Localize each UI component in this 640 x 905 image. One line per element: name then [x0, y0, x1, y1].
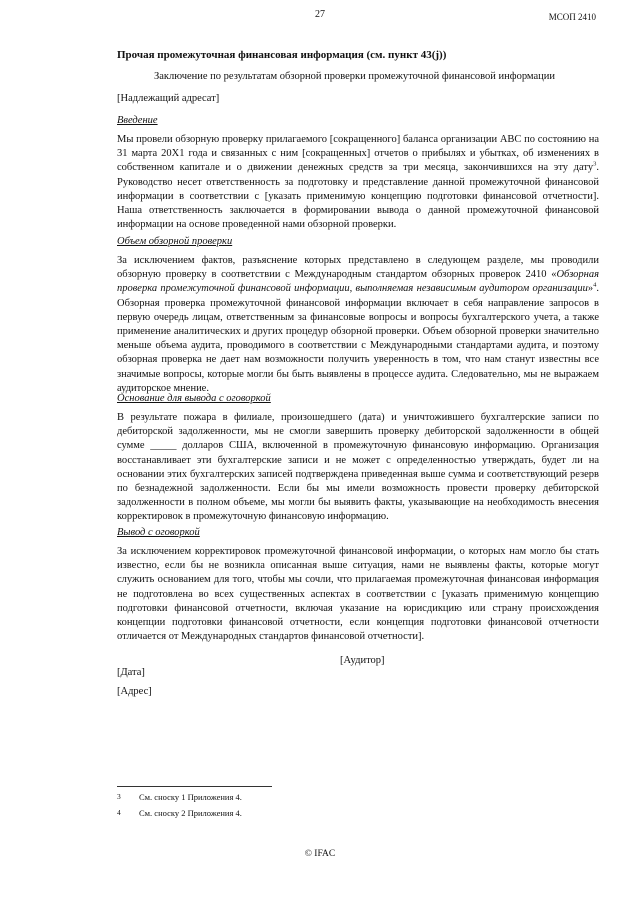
- footnote-ref-4: 4: [593, 281, 597, 289]
- paragraph-basis: В результате пожара в филиале, произошедшего (дата) и уничтожившего бухгалтерские записи по дебиторской задолженности, мы не смогли завершить проверку дебиторской задолженности в общей сумме _____ долларов США, включенной в промежуточную финансовую информацию. Организация восстанавливает эти бухгалтерские записи и не может с определенностью утверждать, будет ли на основании этих бухгалтерских записей подтверждена приведенная выше сумма и соответствующий резерв по безнадежной задолженности. Если бы мы имели возможность провести проверку дебиторской задолженности в полном объеме, мы могли бы выявить факты, указывающие на необходимость внесения корректировок в промежуточную финансовую информацию.: [117, 412, 599, 523]
- section-title: Прочая промежуточная финансовая информация (см. пункт 43(j)): [117, 49, 447, 61]
- addressee: [Надлежащий адресат]: [117, 93, 220, 104]
- heading-conclusion: Вывод с оговоркой: [117, 527, 200, 538]
- document-code: МСОП 2410: [548, 12, 596, 22]
- report-title: Заключение по результатам обзорной проверки промежуточной финансовой информации: [154, 71, 555, 82]
- footnote-divider: [117, 786, 272, 787]
- copyright-footer: © IFAC: [304, 849, 336, 859]
- footnote-3: 3 См. сноску 1 Приложения 4.: [117, 792, 242, 802]
- paragraph-scope: За исключением фактов, разъяснение которых представлено в следующем разделе, мы проводили обзорную проверку в соответствии с Международным стандартом обзорных проверок 2410 «Обзорная проверка промежуточной финансовой информации, выполняемая независимым аудитором организации»$^4$. Обзорная проверка промежуточной финансовой информации включает в себя направление запросов в первую очередь лицам, ответственным за финансовые вопросы и вопросы бухгалтерского учета, а также применение аналитических и других процедур обзорной проверки. Объем обзорной проверки значительно меньше объема аудита, проводимого в соответствии с Международными стандартами аудита, и поэтому обзорная проверка не дает нам возможности получить уверенность в том, что нам станут известны все значимые вопросы, которые могли бы быть выявлены в процессе аудита. Следовательно, мы не выражаем аудиторское мнение.: [117, 255, 599, 394]
- paragraph-introduction: Мы провели обзорную проверку прилагаемого [сокращенного] баланса организации АВС по состоянию на 31 марта 20Х1 года и связанных с ним [сокращенных] отчетов о прибылях и убытках, об изменениях в собственном капитале и о движении денежных средств за три месяца, закончившихся на эту дату$^3$. Руководство несет ответственность за подготовку и представление данной промежуточной финансовой информации в соответствии с [указать применимую концепцию подготовки финансовой отчетности]. Наша ответственность заключается в формировании вывода о данной промежуточной финансовой информации на основе проведенной нами обзорной проверки.: [117, 134, 599, 231]
- heading-scope: Объем обзорной проверки: [117, 236, 233, 247]
- heading-basis: Основание для вывода с оговоркой: [117, 393, 271, 404]
- footnote-4: 4 См. сноску 2 Приложения 4.: [117, 808, 242, 818]
- paragraph-conclusion: За исключением корректировок промежуточной финансовой информации, о которых нам могло бы стать известно, если бы не возникла описанная выше ситуация, нами не выявлены факты, которые могут служить основанием для того, чтобы мы сочли, что прилагаемая промежуточная финансовая информация не подготовлена во всех существенных аспектах в соответствии с [указать применимую концепцию подготовки финансовой отчетности, включая указание на юрисдикцию или страну происхождения концепции подготовки финансовой отчетности, если концепция подготовки финансовой отчетности отличается от Международных стандартов финансовой отчетности].: [117, 546, 599, 643]
- footnote-ref-3: 3: [593, 160, 597, 168]
- heading-introduction: Введение: [117, 115, 158, 126]
- report-date: [Дата]: [117, 667, 145, 678]
- auditor-address: [Адрес]: [117, 686, 152, 697]
- auditor-signature: [Аудитор]: [340, 655, 385, 666]
- page-number: 27: [315, 9, 325, 20]
